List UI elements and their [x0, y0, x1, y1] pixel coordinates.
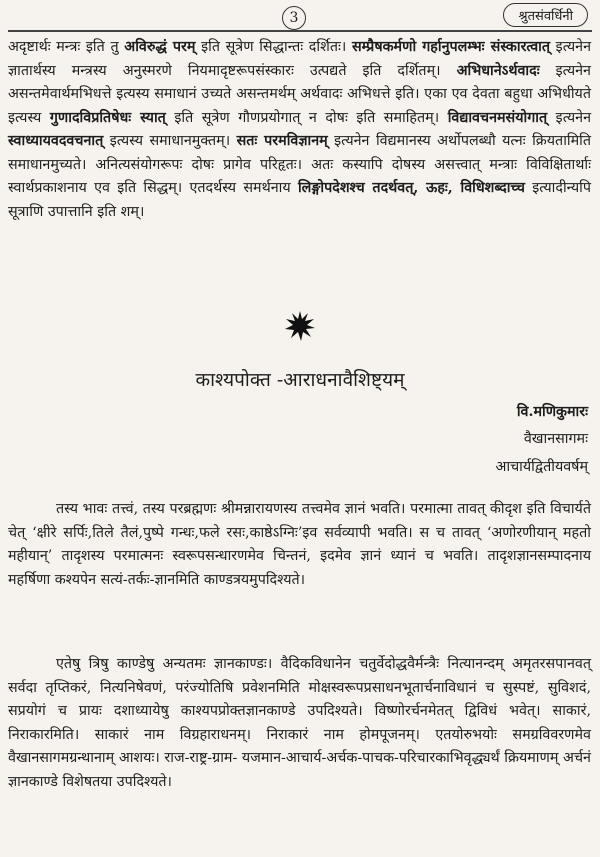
text-run: इत्यनेन विद्यमानस्य अर्थोपलब्धौ यत्नः क्रियतामिति समाधानमुच्यते। अनित्यसंयोगरूपः दोषः प्रागेव परिहृतः। अतः कस्यापि दोषस्य असत्त्वात् मन्त्राः विविक्षितार्थाः स्वार्थप्रकाशनाय एव इति सिद्धम्। एतदर्थस्य समर्थनाय	[8, 133, 591, 196]
page-number: 3	[282, 6, 306, 30]
author-name: वि.मणिकुमारः	[516, 404, 588, 420]
header-rule	[8, 30, 592, 32]
paragraph-jnanakanda: एतेषु त्रिषु काण्डेषु अन्यतमः ज्ञानकाण्डः। वैदिकविधानेन चतुर्वेदोद्धवैर्मन्त्रैः नित्यानन्दम् अमृतरसपानवत् सर्वदा तृप्तिकरं, नित्यनिषेवणं, परंज्योतिषि प्रवेशनमिति मोक्षस्वरूपप्रसाधनभूतार्चनाविधानं च सुस्पष्टं, सुविशदं, सप्रयोगं च प्रायः दशाध्यायेषु काश्यपप्रोक्तज्ञानकाण्डे उपदिश्यते। विष्णोरर्चनमेतत् द्विविधं भवेत्। साकारं, निराकारमिति। साकारं नाम विग्रहाराधनम्। निराकारं नाम होमपूजनम्। एतयोरुभयोः समग्रविवरणमेव वैखानसागमग्रन्थानाम् आशयः। राज-राष्ट्र-ग्राम- यजमान-आचार्य-अर्चक-पाचक-परिचारकाभिवृद्ध्यर्थं क्रियमाणम् अर्चनं ज्ञानकाण्डे विशेषतया उपदिश्यते।	[8, 656, 591, 790]
text-run: इत्यनेन असन्तमेवार्थमभिधत्ते इत्यस्य समाधानं उच्यते असन्तमर्थम् अर्थवादः अभिधत्ते इति। एका एव देवता बहुधा अभिधीयते इत्यस्य	[8, 62, 591, 126]
starburst-ornament-icon	[285, 311, 315, 341]
text-run: इत्यनेन	[547, 109, 592, 126]
sutra-phrase: विद्यावचनमसंयोगात्	[447, 109, 548, 126]
paragraph-mimamsa-conclusion	[8, 36, 591, 224]
text-run: इत्यनेन ज्ञातार्थस्य मन्त्रस्य अनुस्मरणे नियमादृष्टरूपसंस्कारः उत्पद्यते इति दर्शितम्।	[8, 39, 592, 79]
sutra-phrase: लिङ्गोपदेशश्च तदर्थवत्, ऊहः, विधिशब्दाच्च	[297, 180, 525, 196]
sutra-phrase: सतः परमविज्ञानम्	[236, 133, 328, 149]
article-title: काश्यपोक्त -आराधनावैशिष्ट्यम्	[195, 369, 405, 391]
sutra-phrase: सम्प्रैषकर्मणो गर्हानुपलम्भः संस्कारत्वात्	[351, 39, 551, 55]
sutra-phrase: अविरुद्धं परम्	[124, 39, 196, 55]
journal-name: श्रुतसंवर्धिनी	[503, 3, 588, 27]
text-run: इति सूत्रेण गौणप्रयोगात् न दोषः इति समाहितम्।	[165, 109, 448, 126]
text-run: इति सूत्रेण सिद्धान्तः दर्शितः।	[195, 39, 352, 55]
page-header	[0, 0, 600, 36]
text-run: इत्यादीन्यपि सूत्राणि उपात्तानि इति शम्।	[8, 180, 591, 220]
author-class: आचार्यद्वितीयवर्षम्	[495, 459, 588, 475]
text-run: इत्यस्य समाधानमुक्तम्।	[103, 133, 237, 149]
paragraph-tattva: तस्य भावः तत्त्वं, तस्य परब्रह्मणः श्रीमन्नारायणस्य तत्त्वमेव ज्ञानं भवति। परमात्मा तावत् कीदृश इति विचार्यते चेत् ‘क्षीरे सर्पिः,तिले तैलं,पुष्पे गन्धः,फले रसः,काष्ठेऽग्निः’इव सर्वव्यापी भवति। स च तावत् ‘अणोरणीयान् महतो महीयान्’ तादृशस्य परमात्मनः स्वरूपसन्धारणमेव चिन्तनं, इदमेव ज्ञानं ध्यानं च भवति। तादृशज्ञानसम्पादनाय महर्षिणा कश्यपेन सत्यं-तर्कः-ज्ञानमिति काण्डत्रयमुपदिश्यते।	[8, 501, 591, 588]
author-institution: वैखानसागमः	[523, 431, 588, 447]
sutra-phrase: अभिधानेऽर्थवादः	[456, 62, 540, 79]
text-run: अदृष्टार्थः मन्त्रः इति तु	[8, 39, 125, 55]
sutra-phrase: गुणादविप्रतिषेधः स्यात्	[49, 109, 166, 126]
sutra-phrase: स्वाध्यायवदवचनात्	[8, 133, 104, 149]
